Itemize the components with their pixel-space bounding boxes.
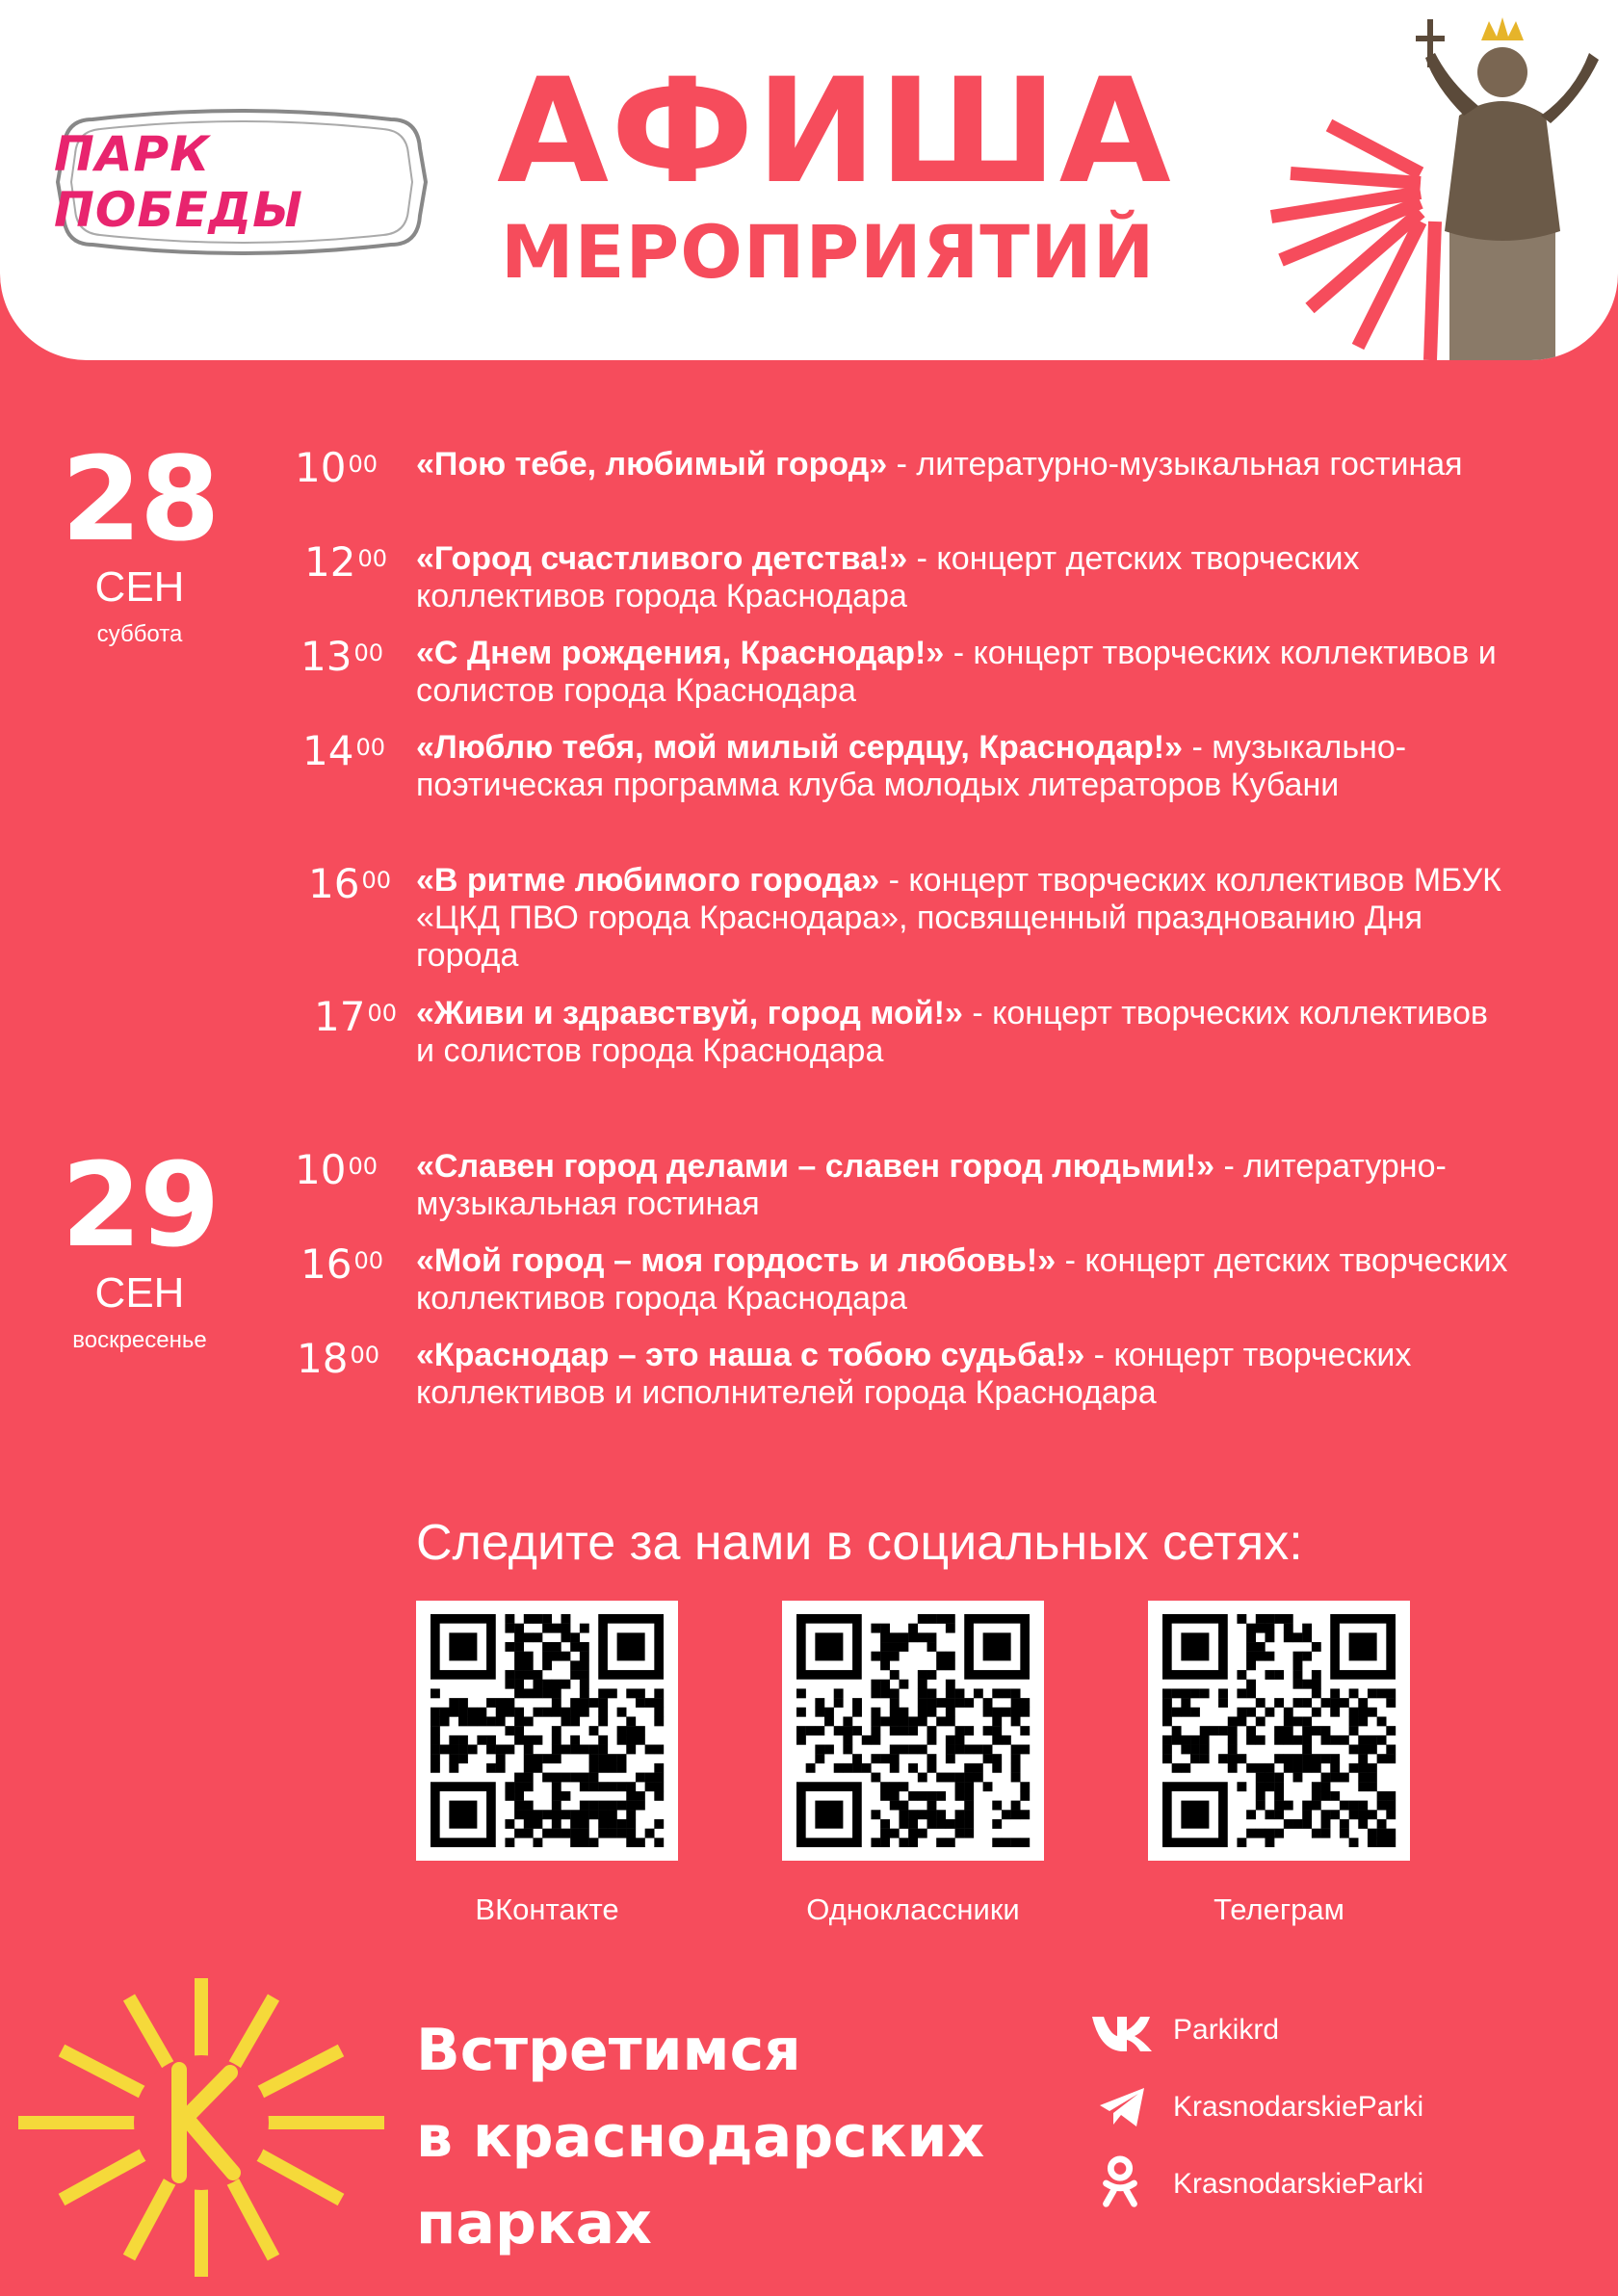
event-desc: - концерт детских творческих коллективов города Краснодара	[416, 540, 1360, 614]
slogan-line: Встретимся	[416, 2017, 801, 2084]
event-title: «Пою тебе, любимый город»	[416, 446, 888, 483]
qr-vk[interactable]	[416, 1601, 678, 1861]
day-date	[58, 1139, 222, 1355]
contact-text[interactable]: Parkikrd	[1173, 2014, 1280, 2046]
qr-label-telegram[interactable]: Телеграм	[1214, 1892, 1344, 1926]
slogan-line: парках	[416, 2190, 652, 2257]
event-text	[416, 446, 1514, 483]
event-desc: - концерт детских творческих коллективов города Краснодара	[416, 1242, 1508, 1317]
event-text	[416, 995, 1514, 1070]
event-desc: - литературно-музыкальная гостиная	[416, 1148, 1447, 1222]
contact-vk[interactable]	[1088, 2001, 1570, 2059]
event-time: $18^{00}$	[297, 1335, 379, 1382]
event-text	[416, 729, 1514, 804]
contact-odnoklassniki[interactable]	[1088, 2155, 1570, 2213]
qr-ok[interactable]	[782, 1601, 1044, 1861]
event-time: $16^{00}$	[300, 1240, 383, 1288]
day-number: 29	[61, 1139, 219, 1273]
event-desc: - концерт творческих коллективов и солистов города Краснодара	[416, 995, 1488, 1069]
header	[0, 0, 1618, 360]
qr-code-icon	[1161, 1614, 1396, 1847]
slogan-line: в краснодарских	[416, 2103, 985, 2171]
event-text	[416, 1337, 1514, 1412]
event-time: $10^{00}$	[295, 444, 378, 491]
event-time: $10^{00}$	[295, 1146, 378, 1193]
day-weekday: воскресенье	[72, 1327, 207, 1353]
event-time: $12^{00}$	[304, 538, 387, 586]
event-time: $13^{00}$	[300, 633, 383, 680]
event-time: $14^{00}$	[302, 727, 385, 774]
odnoklassniki-icon	[1088, 2155, 1152, 2211]
event-title: «С Днем рождения, Краснодар!»	[416, 635, 945, 671]
day-number: 28	[61, 433, 219, 567]
vk-icon	[1088, 2007, 1152, 2053]
event-title: «Живи и здравствуй, город мой!»	[416, 995, 963, 1031]
event-desc: - литературно-музыкальная гостиная	[887, 446, 1463, 483]
event-title: «В ритме любимого города»	[416, 862, 880, 899]
sun-logo-icon	[13, 1959, 389, 2286]
qr-code-icon	[796, 1614, 1031, 1847]
event-text	[416, 1242, 1514, 1318]
event-title: «Город счастливого детства!»	[416, 540, 908, 577]
event-text	[416, 540, 1514, 615]
event-desc: - концерт творческих коллективов МБУК «ЦКД ПВО города Краснодара», посвященный празднованию Дня города	[416, 862, 1501, 974]
event-time: $17^{00}$	[314, 993, 397, 1040]
day-weekday: суббота	[96, 621, 183, 647]
page-title: АФИША	[497, 48, 1173, 216]
event-desc: - концерт творческих коллективов и солистов города Краснодара	[416, 635, 1497, 709]
event-title: «Люблю тебя, мой милый сердцу, Краснодар!»	[416, 729, 1183, 766]
telegram-icon	[1088, 2084, 1152, 2130]
qr-label-vk[interactable]: ВКонтакте	[475, 1892, 619, 1926]
day-month: СЕН	[94, 563, 185, 611]
qr-label-ok[interactable]: Одноклассники	[806, 1892, 1020, 1926]
statue-icon	[1242, 0, 1618, 360]
qr-code-icon	[430, 1614, 665, 1847]
event-title: «Славен город делами – славен город людьми!»	[416, 1148, 1215, 1185]
page-subtitle: МЕРОПРИЯТИЙ	[501, 209, 1156, 295]
event-desc: - музыкально-поэтическая программа клуба молодых литераторов Кубани	[416, 729, 1407, 803]
social-heading: Следите за нами в социальных сетях:	[416, 1515, 1303, 1571]
day-date	[58, 433, 222, 649]
park-logo	[54, 100, 430, 264]
event-time: $16^{00}$	[308, 860, 391, 907]
event-title: «Краснодар – это наша с тобою судьба!»	[416, 1337, 1085, 1373]
logo-text: ПАРК ПОБЕДЫ	[54, 126, 303, 238]
day-month: СЕН	[94, 1269, 185, 1317]
event-title: «Мой город – моя гордость и любовь!»	[416, 1242, 1057, 1279]
contact-text[interactable]: KrasnodarskieParki	[1173, 2091, 1424, 2123]
qr-telegram[interactable]	[1148, 1601, 1410, 1861]
slogan	[416, 2007, 1013, 2267]
event-text	[416, 635, 1514, 710]
event-text	[416, 862, 1514, 975]
contact-telegram[interactable]	[1088, 2078, 1570, 2136]
event-text	[416, 1148, 1514, 1223]
event-desc: - концерт творческих коллективов и исполнителей города Краснодара	[416, 1337, 1412, 1411]
contact-text[interactable]: KrasnodarskieParki	[1173, 2168, 1424, 2200]
